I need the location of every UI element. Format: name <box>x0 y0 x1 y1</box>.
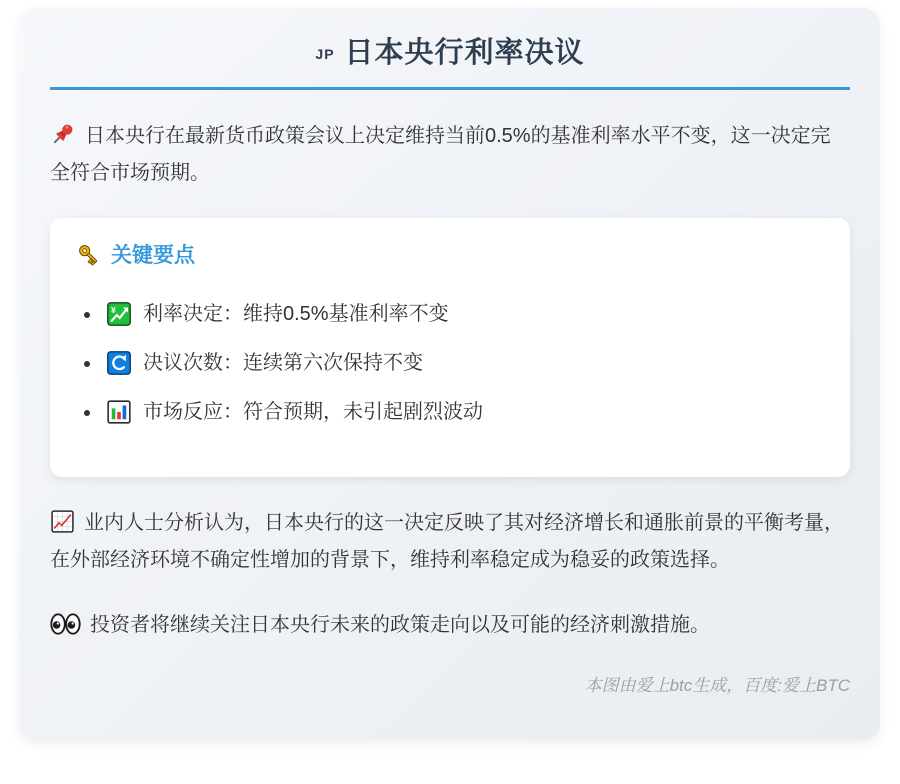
boj-rate-decision-card <box>20 8 880 740</box>
analysis-text: 业内人士分析认为，日本央行的这一决定反映了其对经济增长和通胀前景的平衡考量，在外部经济环境不确定性增加的背景下，维持利率稳定成为稳妥的政策选择。 <box>50 511 844 571</box>
key-points-heading <box>76 242 824 269</box>
bar-chart-icon <box>106 399 132 425</box>
intro-text: 日本央行在最新货币政策会议上决定维持当前0.5%的基准利率水平不变，这一决定完全符合市场预期。 <box>50 125 831 185</box>
list-item <box>102 394 824 431</box>
outlook-paragraph <box>50 607 850 644</box>
key-icon <box>76 242 102 268</box>
pushpin-icon <box>50 121 76 147</box>
analysis-paragraph <box>50 505 850 579</box>
eyes-icon <box>50 613 81 635</box>
chart-increasing-icon <box>50 509 75 534</box>
list-item <box>102 296 824 333</box>
chart-increasing-yen-icon <box>106 301 132 327</box>
svg-text:¥: • ¥ <box>111 304 116 315</box>
japan-flag-icon: JP <box>315 46 335 62</box>
key-points-heading-text: 关键要点 <box>111 244 195 268</box>
key-points-card <box>50 218 850 476</box>
list-item-text: 市场反应：符合预期，未引起剧烈波动 <box>143 400 483 423</box>
list-item-text: 利率决定：维持0.5%基准利率不变 <box>143 302 449 325</box>
page-title-text: 日本央行利率决议 <box>344 37 585 69</box>
key-points-list <box>76 296 824 431</box>
attribution-footer: 本图由爱上btc生成，百度:爱上BTC <box>584 675 850 695</box>
list-item-text: 决议次数：连续第六次保持不变 <box>143 351 423 374</box>
page-title <box>50 8 850 90</box>
outlook-text: 投资者将继续关注日本央行未来的政策走向以及可能的经济刺激措施。 <box>90 613 710 636</box>
counterclockwise-arrows-icon <box>106 350 132 376</box>
list-item <box>102 345 824 382</box>
intro-paragraph <box>50 118 850 192</box>
